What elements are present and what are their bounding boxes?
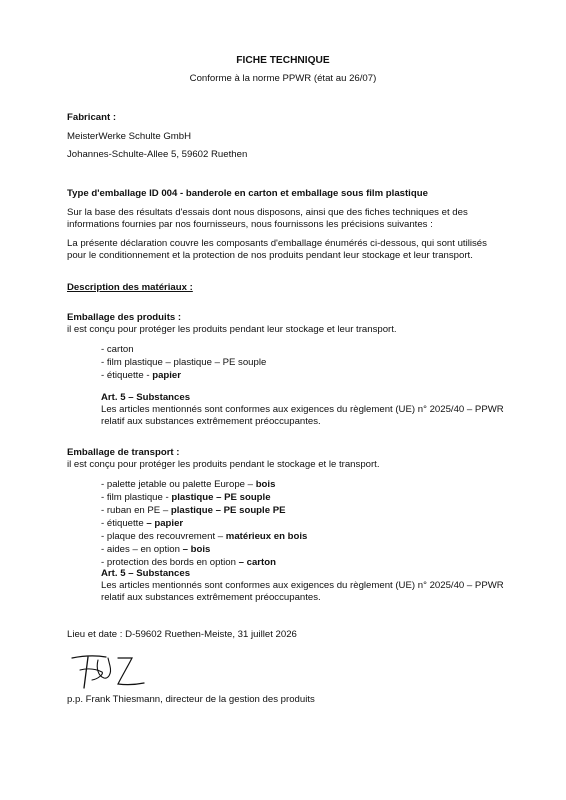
list-item: - étiquette – papier bbox=[101, 518, 184, 529]
transport-article-text: Les articles mentionnés sont conformes aux exigences du règlement (UE) n° 2025/40 – PPWR relatif aux substances extrêmement préoccupantes. bbox=[101, 580, 504, 603]
list-item: - plaque des recouvrement – matérieux en bois bbox=[101, 531, 308, 542]
product-packaging-purpose: il est conçu pour protéger les produits pendant leur stockage et leur transport. bbox=[67, 324, 397, 335]
list-item: - carton bbox=[101, 344, 134, 355]
manufacturer-address: Johannes-Schulte-Allee 5, 59602 Ruethen bbox=[67, 149, 248, 160]
document-title: FICHE TECHNIQUE bbox=[236, 55, 330, 66]
packaging-type-heading: Type d'emballage ID 004 - banderole en carton et emballage sous film plastique bbox=[67, 188, 428, 199]
manufacturer-name: MeisterWerke Schulte GmbH bbox=[67, 131, 192, 142]
signature-image bbox=[68, 652, 158, 692]
transport-packaging-purpose: il est conçu pour protéger les produits pendant le stockage et le transport. bbox=[67, 459, 380, 470]
place-and-date: Lieu et date : D-59602 Ruethen-Meiste, 31 juillet 2026 bbox=[67, 629, 297, 640]
document-subtitle: Conforme à la norme PPWR (état au 26/07) bbox=[189, 73, 377, 84]
product-article-text: Les articles mentionnés sont conformes aux exigences du règlement (UE) n° 2025/40 – PPWR relatif aux substances extrêmement préoccupantes. bbox=[101, 404, 504, 427]
product-packaging-list bbox=[101, 344, 266, 383]
list-item: - protection des bords en option – carton bbox=[101, 557, 276, 568]
signatory-line: p.p. Frank Thiesmann, directeur de la gestion des produits bbox=[67, 694, 315, 705]
intro-paragraph: Sur la base des résultats d'essais dont nous disposons, ainsi que des fiches techniques et des informations fournies par nos fournisseurs, nous fournissons les précisions suivantes : bbox=[67, 207, 468, 230]
product-article-heading: Art. 5 – Substances bbox=[101, 392, 191, 403]
list-item: - étiquette - papier bbox=[101, 370, 181, 381]
list-item: - ruban en PE – plastique – PE souple PE bbox=[101, 505, 286, 516]
materials-heading: Description des matériaux : bbox=[67, 282, 193, 293]
manufacturer-heading: Fabricant : bbox=[67, 112, 117, 123]
list-item: - palette jetable ou palette Europe – bois bbox=[101, 479, 276, 490]
transport-packaging-list bbox=[101, 479, 307, 570]
list-item: - aides – en option – bois bbox=[101, 544, 211, 555]
transport-packaging-heading: Emballage de transport : bbox=[67, 447, 180, 458]
scope-paragraph: La présente déclaration couvre les composants d'emballage énumérés ci-dessous, qui sont utilisés pour le conditionnement et la protection de nos produits pendant leur stockage et leur transport. bbox=[67, 238, 487, 261]
list-item: - film plastique - plastique – PE souple bbox=[101, 492, 271, 503]
transport-article-heading: Art. 5 – Substances bbox=[101, 568, 191, 579]
product-packaging-heading: Emballage des produits : bbox=[67, 312, 182, 323]
list-item: - film plastique – plastique – PE souple bbox=[101, 357, 267, 368]
